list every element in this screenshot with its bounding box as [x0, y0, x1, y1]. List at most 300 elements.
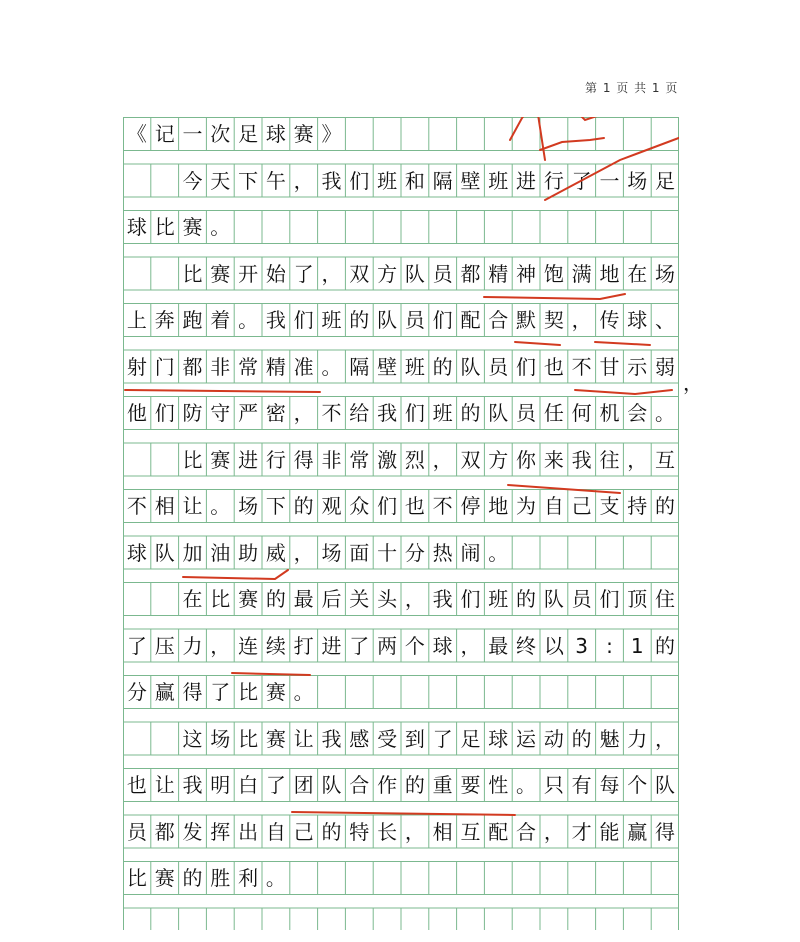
- grid-row: [123, 350, 679, 384]
- grid-cell: 的: [655, 494, 676, 518]
- grid-cell: 头: [377, 587, 398, 611]
- grid-cell: 作: [377, 773, 398, 797]
- grid-cell: 两: [377, 633, 398, 658]
- grid-cell: [290, 861, 318, 895]
- grid-cell: 精: [265, 354, 286, 379]
- grid-cell: ，: [293, 168, 314, 193]
- grid-row: [123, 303, 679, 337]
- grid-cell: 赛: [238, 587, 259, 611]
- grid-cell: 分: [404, 540, 425, 565]
- grid-cell: 契: [543, 308, 564, 332]
- grid-cell: [623, 210, 651, 244]
- grid-cell: 你: [516, 447, 537, 472]
- grid-cell: [512, 210, 540, 244]
- grid-cell: 在: [182, 587, 203, 611]
- grid-row: [123, 768, 679, 802]
- grid-cell: 们: [293, 308, 314, 332]
- grid-cell: 长: [377, 819, 398, 844]
- grid-cell: [568, 210, 596, 244]
- grid-cell: 双: [460, 447, 481, 472]
- grid-cell: 。: [238, 308, 259, 332]
- grid-cell: 后: [321, 587, 342, 611]
- grid-cell: 下: [238, 168, 259, 193]
- grid-cell: 比: [182, 261, 203, 286]
- grid-cell: 场: [321, 540, 342, 565]
- grid-cell: [568, 117, 596, 151]
- grid-cell: 运: [516, 726, 537, 751]
- grid-cell: 的: [265, 587, 286, 611]
- grid-cell: 性: [488, 773, 509, 797]
- grid-cell: [457, 675, 485, 709]
- grid-cell: [568, 908, 596, 942]
- grid-cell: 准: [293, 354, 314, 379]
- grid-cell: 神: [516, 261, 537, 286]
- grid-cell: [262, 908, 290, 942]
- grid-cell: 有: [571, 773, 592, 797]
- grid-cell: [234, 908, 262, 942]
- grid-cell: [151, 582, 179, 616]
- grid-cell: 班: [432, 401, 453, 425]
- grid-cell: 场: [627, 168, 648, 193]
- grid-cell: 不: [432, 494, 453, 518]
- grid-cell: [651, 908, 679, 942]
- overflow-comma: ，: [683, 371, 703, 395]
- grid-cell: [401, 908, 429, 942]
- grid-cell: [623, 675, 651, 709]
- grid-cell: 队: [321, 773, 342, 797]
- grid-cell: [512, 675, 540, 709]
- grid-row: [123, 722, 679, 756]
- grid-cell: 感: [349, 726, 370, 751]
- grid-cell: [123, 908, 151, 942]
- grid-cell: 打: [293, 633, 314, 658]
- grid-cell: 奔: [154, 308, 175, 332]
- grid-cell: 顶: [627, 587, 648, 611]
- grid-cell: 的: [349, 308, 370, 332]
- grid-cell: 班: [404, 354, 425, 379]
- grid-cell: 进: [321, 633, 342, 658]
- grid-row: [123, 675, 679, 709]
- grid-cell: 了: [349, 633, 370, 658]
- grid-row: [123, 582, 679, 616]
- grid-cell: 的: [182, 866, 203, 890]
- grid-cell: 上: [126, 308, 147, 332]
- grid-cell: 个: [627, 773, 648, 797]
- grid-cell: [429, 117, 457, 151]
- grid-cell: 的: [460, 401, 481, 425]
- grid-cell: [457, 210, 485, 244]
- grid-cell: 自: [265, 819, 286, 844]
- grid-cell: [568, 861, 596, 895]
- grid-cell: [262, 210, 290, 244]
- grid-cell: 饱: [543, 261, 564, 286]
- grid-cell: 场: [210, 726, 231, 751]
- grid-cell: 的: [293, 494, 314, 518]
- grid-cell: 1: [630, 633, 644, 658]
- grid-cell: 方: [488, 447, 509, 472]
- grid-cell: 互: [460, 819, 481, 844]
- grid-cell: 。: [516, 773, 537, 797]
- grid-cell: 隔: [432, 168, 453, 193]
- grid-cell: 众: [349, 494, 370, 518]
- grid-cell: 的: [571, 726, 592, 751]
- grid-cell: 互: [655, 447, 676, 472]
- grid-cell: [484, 117, 512, 151]
- grid-cell: 到: [404, 726, 425, 751]
- grid-row: [123, 861, 679, 895]
- grid-cell: 密: [265, 401, 286, 425]
- grid-cell: 会: [627, 401, 648, 425]
- grid-cell: 赢: [627, 819, 648, 844]
- grid-cell: 场: [238, 494, 259, 518]
- grid-cell: ，: [460, 633, 481, 658]
- grid-cell: 午: [265, 168, 286, 193]
- grid-cell: [540, 210, 568, 244]
- grid-cell: 始: [265, 261, 286, 286]
- grid-cell: 比: [182, 447, 203, 472]
- grid-cell: 给: [349, 401, 370, 425]
- grid-cell: 不: [571, 354, 592, 379]
- grid-cell: [123, 722, 151, 756]
- grid-cell: 非: [210, 354, 231, 379]
- grid-cell: [123, 164, 151, 198]
- grid-cell: [623, 908, 651, 942]
- grid-cell: 往: [599, 447, 620, 472]
- grid-cell: 3: [575, 633, 589, 658]
- grid-cell: 利: [238, 866, 259, 890]
- grid-cell: 记: [154, 122, 175, 146]
- grid-cell: 队: [655, 773, 676, 797]
- grid-cell: 员: [488, 354, 509, 379]
- grid-cell: [345, 117, 373, 151]
- grid-cell: 都: [182, 354, 203, 379]
- grid-cell: 方: [377, 261, 398, 286]
- grid-cell: [484, 861, 512, 895]
- grid-cell: [596, 536, 624, 570]
- grid-cell: 在: [627, 261, 648, 286]
- grid-cell: 己: [571, 494, 592, 518]
- grid-cell: [512, 861, 540, 895]
- grid-cell: [123, 257, 151, 291]
- grid-cell: 场: [655, 261, 676, 286]
- grid-cell: [151, 908, 179, 942]
- grid-cell: ，: [655, 726, 676, 751]
- grid-cell: 天: [210, 168, 231, 193]
- grid-cell: 热: [432, 540, 453, 565]
- grid-cell: 任: [543, 401, 564, 425]
- grid-cell: 守: [210, 401, 231, 425]
- grid-cell: 和: [404, 168, 425, 193]
- grid-cell: 相: [432, 819, 453, 844]
- grid-cell: 团: [293, 773, 314, 797]
- grid-cell: 我: [265, 308, 286, 332]
- grid-cell: 也: [543, 354, 564, 379]
- grid-cell: [345, 908, 373, 942]
- grid-cell: [651, 117, 679, 151]
- grid-cell: 常: [238, 354, 259, 379]
- grid-cell: 赛: [293, 122, 314, 146]
- grid-cell: [151, 257, 179, 291]
- grid-cell: 员: [432, 261, 453, 286]
- grid-cell: 激: [377, 447, 398, 472]
- grid-cell: 助: [238, 540, 259, 565]
- grid-cell: [373, 675, 401, 709]
- grid-cell: 只: [543, 773, 564, 797]
- grid-cell: [651, 210, 679, 244]
- grid-cell: [568, 536, 596, 570]
- grid-cell: [123, 443, 151, 477]
- grid-cell: 也: [404, 494, 425, 518]
- grid-cell: 防: [182, 401, 203, 425]
- grid-cell: 力: [182, 633, 203, 658]
- grid-row: [123, 908, 679, 942]
- grid-cell: 让: [293, 726, 314, 751]
- grid-cell: 球: [265, 122, 286, 146]
- grid-cell: 我: [377, 401, 398, 425]
- grid-cell: 球: [126, 215, 147, 239]
- grid-cell: 不: [321, 401, 342, 425]
- grid-cell: 来: [543, 447, 564, 472]
- grid-cell: 配: [488, 819, 509, 844]
- grid-cell: [234, 210, 262, 244]
- grid-cell: [373, 210, 401, 244]
- grid-row: [123, 257, 679, 291]
- grid-cell: 地: [599, 261, 620, 286]
- grid-cell: ，: [571, 308, 592, 332]
- grid-cell: 队: [154, 540, 175, 565]
- grid-cell: [373, 908, 401, 942]
- grid-cell: 。: [293, 680, 314, 704]
- grid-row: [123, 489, 679, 523]
- grid-cell: 赛: [182, 215, 203, 239]
- grid-cell: 比: [210, 587, 231, 611]
- grid-cell: 魅: [599, 726, 620, 751]
- grid-cell: 不: [126, 494, 147, 518]
- grid-cell: 续: [265, 633, 286, 658]
- grid-cell: [206, 908, 234, 942]
- grid-cell: 着: [210, 308, 231, 332]
- grid-cell: 今: [182, 168, 203, 193]
- grid-cell: 才: [571, 819, 592, 844]
- grid-cell: [623, 861, 651, 895]
- grid-cell: 、: [655, 308, 676, 332]
- grid-row: [123, 629, 679, 663]
- grid-cell: [179, 908, 207, 942]
- grid-cell: [151, 722, 179, 756]
- grid-cell: 满: [571, 261, 592, 286]
- grid-cell: 也: [126, 773, 147, 797]
- grid-cell: 班: [488, 168, 509, 193]
- grid-cell: 油: [210, 540, 231, 565]
- grid-cell: 员: [126, 819, 147, 844]
- grid-cell: [596, 210, 624, 244]
- page-number: 第 1 页 共 1 页: [585, 81, 679, 95]
- grid-cell: 们: [460, 587, 481, 611]
- grid-cell: [318, 908, 346, 942]
- grid-cell: 赛: [265, 726, 286, 751]
- grid-cell: 机: [599, 401, 620, 425]
- grid-cell: ，: [293, 401, 314, 425]
- grid-cell: [429, 908, 457, 942]
- grid-cell: 双: [349, 261, 370, 286]
- grid-cell: 。: [210, 494, 231, 518]
- grid-cell: 每: [599, 773, 620, 797]
- grid-cell: 壁: [460, 168, 481, 193]
- grid-cell: 了: [210, 680, 231, 704]
- grid-cell: 的: [404, 773, 425, 797]
- grid-cell: 合: [349, 773, 370, 797]
- grid-cell: 我: [432, 587, 453, 611]
- grid-cell: 胜: [210, 866, 231, 890]
- grid-cell: 了: [432, 726, 453, 751]
- grid-cell: 们: [599, 587, 620, 611]
- grid-cell: 行: [265, 447, 286, 472]
- grid-cell: [484, 908, 512, 942]
- grid-cell: 默: [516, 308, 537, 332]
- grid-cell: [596, 908, 624, 942]
- grid-cell: 关: [349, 587, 370, 611]
- grid-cell: 我: [182, 773, 203, 797]
- grid-cell: 开: [238, 261, 259, 286]
- grid-cell: 的: [321, 819, 342, 844]
- grid-cell: 支: [599, 494, 620, 518]
- grid-cell: 弱: [655, 354, 676, 379]
- grid-cell: [623, 117, 651, 151]
- grid-cell: [651, 861, 679, 895]
- grid-cell: [290, 908, 318, 942]
- grid-cell: 我: [571, 447, 592, 472]
- grid-cell: 观: [321, 494, 342, 518]
- grid-cell: ，: [321, 261, 342, 286]
- grid-cell: 射: [126, 354, 147, 379]
- grid-cell: [457, 117, 485, 151]
- grid-cell: 这: [182, 726, 203, 751]
- grid-cell: 终: [516, 633, 537, 658]
- grid-cell: 以: [543, 633, 564, 658]
- grid-cell: 足: [238, 122, 259, 146]
- grid-cell: 了: [571, 168, 592, 193]
- grid-cell: 们: [432, 308, 453, 332]
- grid-cell: ，: [210, 633, 231, 658]
- grid-cell: [568, 675, 596, 709]
- grid-cell: [596, 675, 624, 709]
- grid-cell: [345, 675, 373, 709]
- grid-cell: 的: [516, 587, 537, 611]
- grid-cell: 的: [432, 354, 453, 379]
- grid-cell: [373, 117, 401, 151]
- grid-cell: 传: [599, 308, 620, 332]
- grid-cell: ，: [404, 819, 425, 844]
- grid-cell: [345, 210, 373, 244]
- grid-cell: 十: [377, 540, 398, 565]
- grid-cell: 重: [432, 773, 453, 797]
- grid-cell: 们: [349, 168, 370, 193]
- grid-cell: 》: [321, 122, 342, 146]
- grid-cell: [540, 117, 568, 151]
- grid-row: [123, 443, 679, 477]
- grid-cell: 能: [599, 819, 620, 844]
- grid-cell: 下: [265, 494, 286, 518]
- grid-cell: 跑: [182, 308, 203, 332]
- grid-cell: 持: [627, 494, 648, 518]
- grid-cell: [345, 861, 373, 895]
- grid-cell: [401, 210, 429, 244]
- grid-cell: 《: [126, 122, 147, 146]
- grid-cell: [429, 861, 457, 895]
- grid-cell: [123, 582, 151, 616]
- grid-cell: 何: [571, 401, 592, 425]
- grid-cell: 出: [238, 819, 259, 844]
- grid-cell: [318, 210, 346, 244]
- grid-cell: [457, 861, 485, 895]
- grid-cell: 精: [488, 261, 509, 286]
- grid-cell: 己: [293, 819, 314, 844]
- grid-cell: [290, 210, 318, 244]
- grid-cell: 动: [543, 726, 564, 751]
- grid-row: [123, 117, 679, 151]
- grid-cell: 连: [238, 633, 259, 658]
- grid-cell: 比: [154, 215, 175, 239]
- grid-cell: 隔: [349, 354, 370, 379]
- grid-cell: 。: [265, 866, 286, 890]
- grid-cell: 他: [126, 401, 147, 425]
- grid-cell: 威: [265, 540, 286, 565]
- grid-row: [123, 164, 679, 198]
- grid-row: [123, 210, 679, 244]
- grid-cell: 配: [460, 308, 481, 332]
- grid-cell: 一: [182, 122, 203, 146]
- grid-cell: [373, 861, 401, 895]
- grid-cell: 挥: [210, 819, 231, 844]
- grid-cell: 烈: [404, 447, 425, 472]
- grid-cell: [401, 861, 429, 895]
- grid-cell: 个: [404, 633, 425, 658]
- grid-cell: 最: [488, 633, 509, 658]
- grid-cell: 次: [210, 122, 231, 146]
- grid-cell: [651, 675, 679, 709]
- grid-cell: ，: [543, 819, 564, 844]
- grid-cell: ，: [627, 447, 648, 472]
- grid-cell: 自: [543, 494, 564, 518]
- grid-cell: 的: [655, 633, 676, 658]
- grid-cell: 队: [377, 308, 398, 332]
- grid-cell: 要: [460, 773, 481, 797]
- grid-cell: [429, 210, 457, 244]
- grid-cell: [318, 675, 346, 709]
- grid-cell: 比: [126, 866, 147, 890]
- grid-cell: [540, 675, 568, 709]
- grid-cell: 足: [655, 168, 676, 193]
- grid-cell: [623, 536, 651, 570]
- grid-cell: 。: [210, 215, 231, 239]
- grid-cell: ，: [293, 540, 314, 565]
- grid-cell: [596, 117, 624, 151]
- grid-cell: 得: [655, 819, 676, 844]
- grid-cell: [151, 443, 179, 477]
- grid-cell: 班: [321, 308, 342, 332]
- grid-cell: 都: [154, 819, 175, 844]
- grid-cell: [651, 536, 679, 570]
- grid-cell: 常: [349, 447, 370, 472]
- grid-cell: [512, 117, 540, 151]
- grid-cell: 为: [516, 494, 537, 518]
- grid-cell: 压: [154, 633, 175, 658]
- grid-cell: 进: [516, 168, 537, 193]
- grid-cell: 壁: [377, 354, 398, 379]
- grid-cell: 员: [571, 587, 592, 611]
- grid-cell: 相: [154, 494, 175, 518]
- grid-cell: 球: [488, 726, 509, 751]
